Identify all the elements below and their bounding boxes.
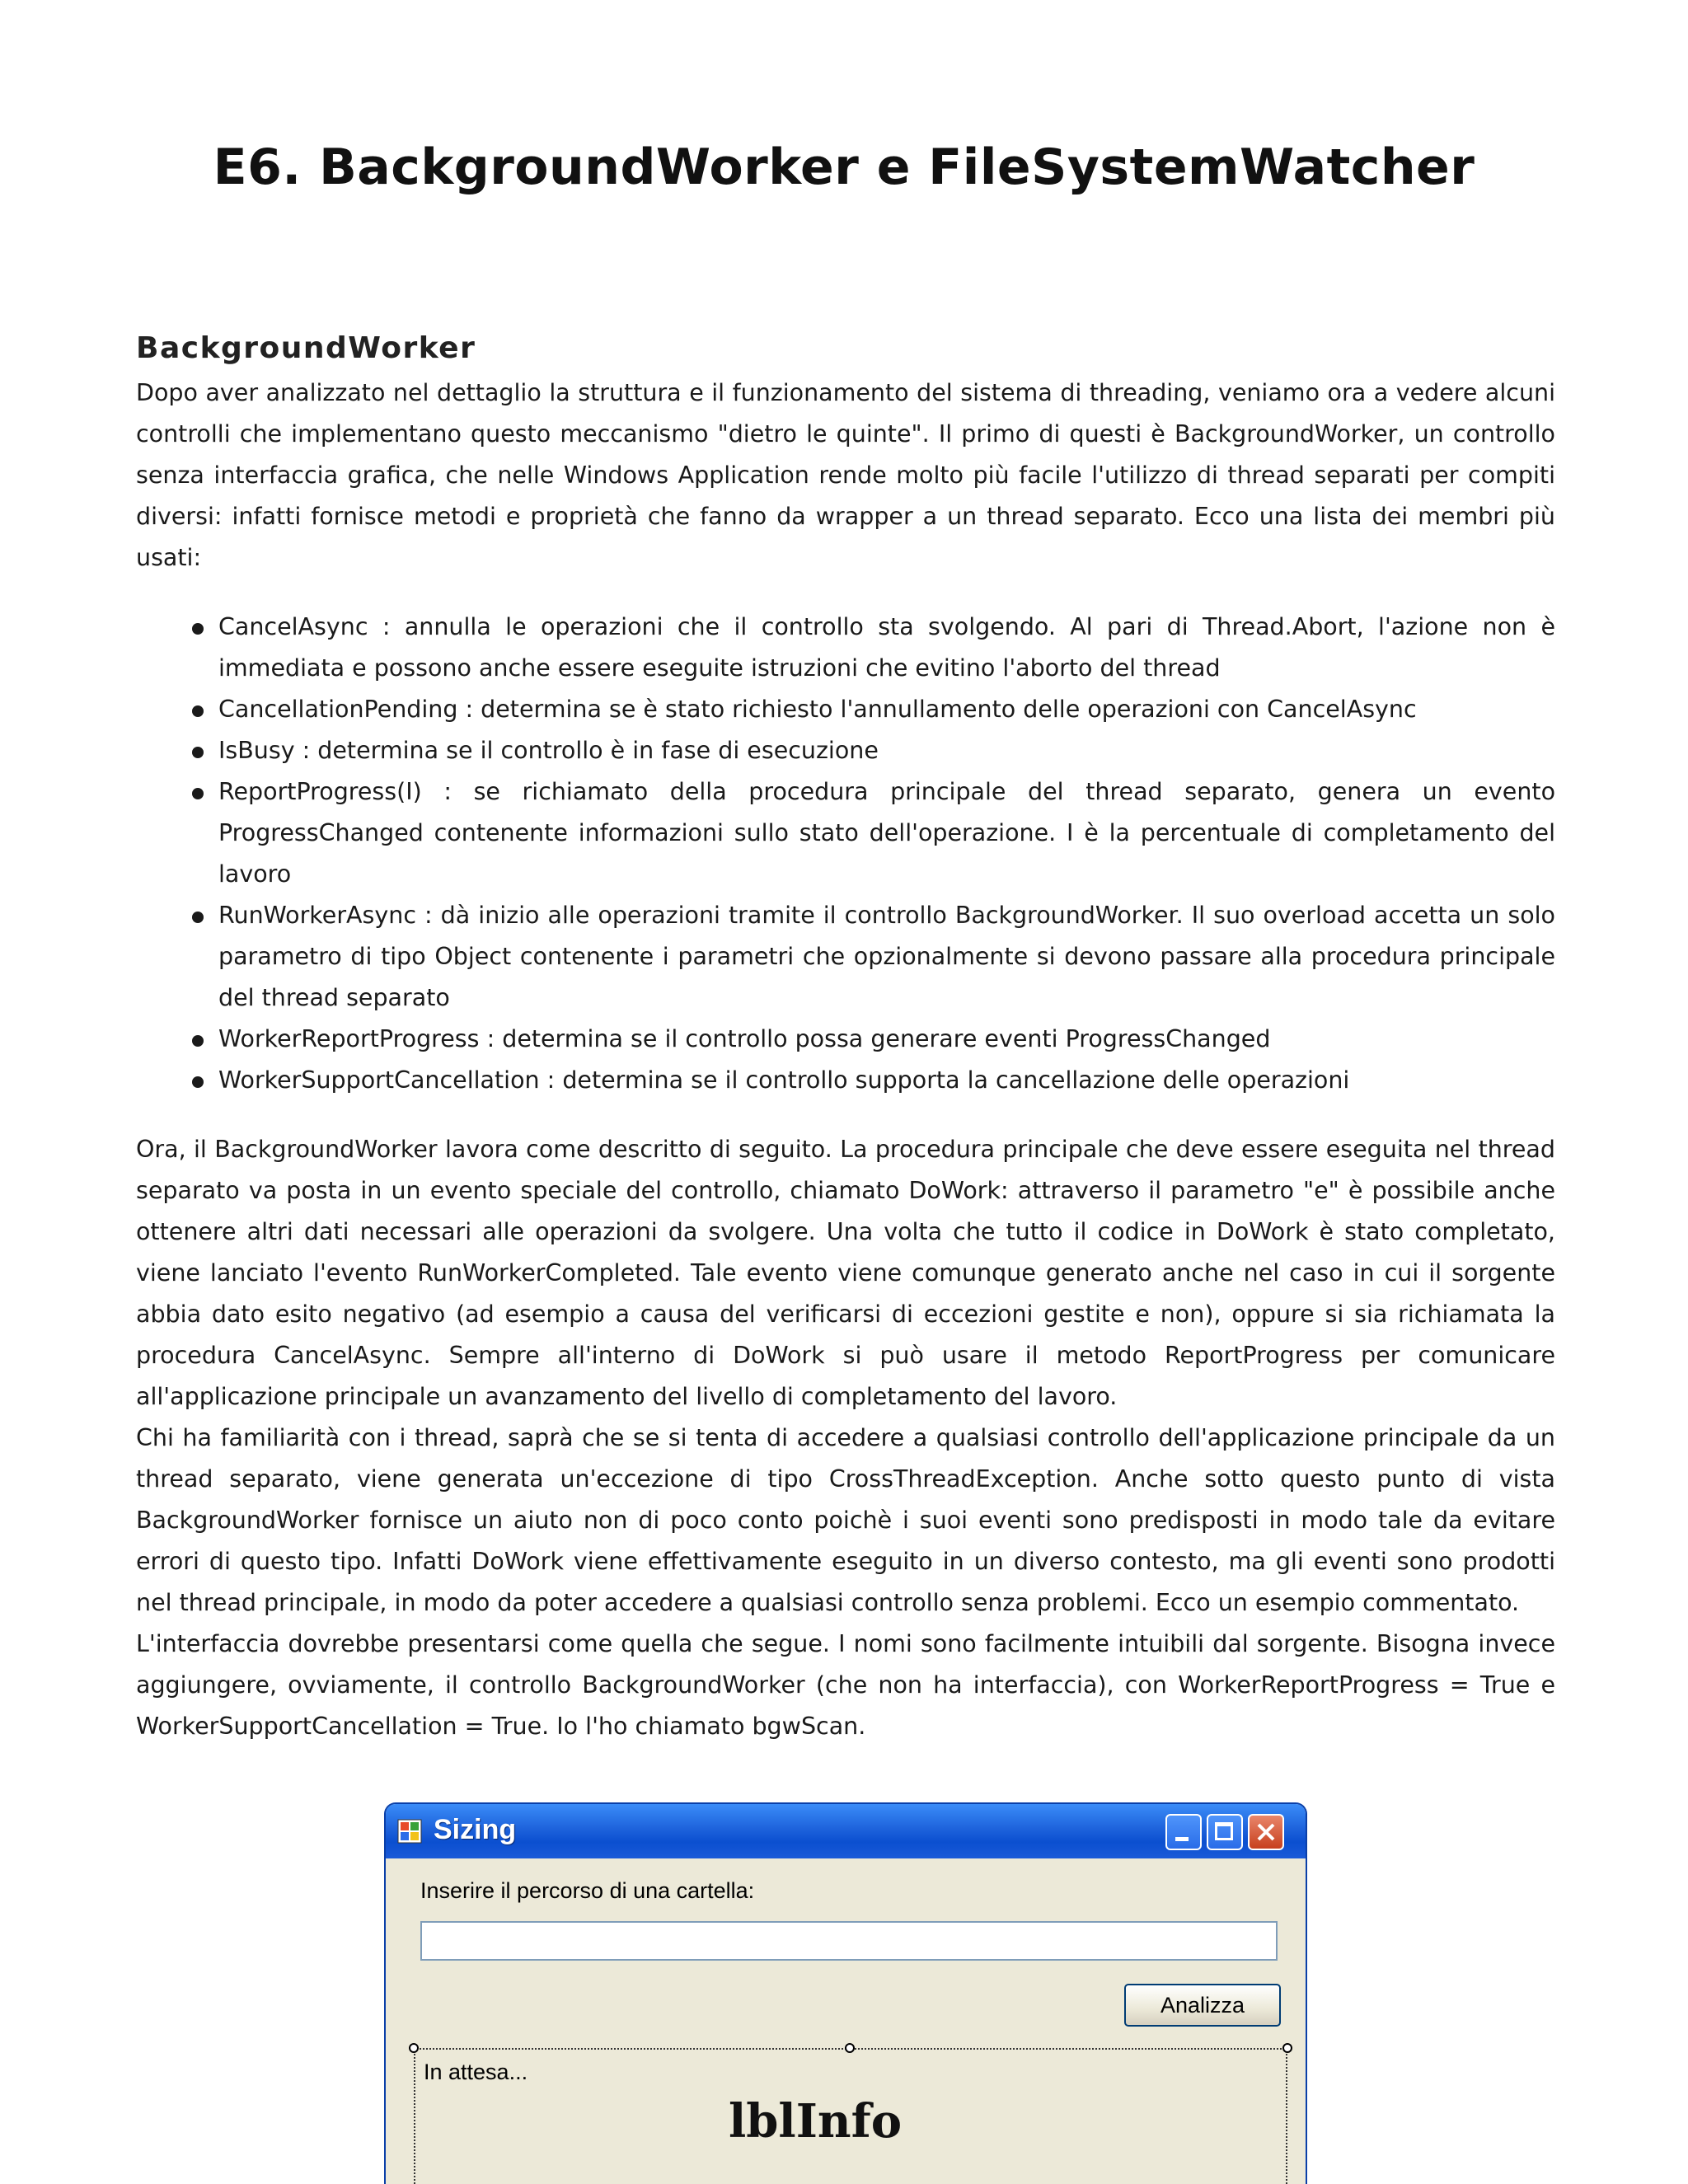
close-icon[interactable] [1248, 1814, 1284, 1850]
window-title: Sizing [434, 1814, 517, 1845]
sizing-window-screenshot [384, 1802, 1307, 2184]
path-label: Inserire il percorso di una cartella: [420, 1878, 755, 1903]
paragraph-threads: Chi ha familiarità con i thread, saprà che se si tenta di accedere a qualsiasi controllo dell'applicazione principale da un thread separato, viene generata un'eccezione di tipo CrossThreadException. Anche sotto questo punto di vista BackgroundWorker fornisce un aiuto non di poco conto poichè i suoi eventi sono predisposti in modo tale da evitare errori di questo tipo. Infatti DoWork viene effettivamente eseguito in un diverso contesto, ma gli eventi sono prodotti nel thread principale, in modo da poter accedere a qualsiasi controllo senza problemi. Ecco un esempio commentato. [136, 1424, 1555, 1616]
bullet-icon [192, 788, 204, 799]
bullet-icon [192, 1035, 204, 1047]
members-list [136, 607, 1555, 1101]
bullet-icon [192, 1076, 204, 1088]
resize-handle[interactable] [1282, 2043, 1292, 2053]
paragraph-workflow: Ora, il BackgroundWorker lavora come descritto di seguito. La procedura principale che deve essere eseguita nel thread separato va posta in un evento speciale del controllo, chiamato DoWork: attraverso il parametro "e" è possibile anche ottenere altri dati necessari alle operazioni da svolgere. Una volta che tutto il codice in DoWork è stato completato, viene lanciato l'evento RunWorkerCompleted. Tale evento viene comunque generato anche nel caso in cui il sorgente abbia dato esito negativo (ad esempio a causa del verificarsi di eccezioni gestite e non), oppure si sia richiamata la procedura CancelAsync. Sempre all'interno di DoWork si può usare il metodo ReportProgress per comunicare all'applicazione principale un avanzamento del livello di completamento del lavoro. [136, 1136, 1555, 1410]
list-item-text: ReportProgress(I) : se richiamato della procedura principale del thread separato, genera un evento ProgressChanged contenente informazioni sullo stato dell'operazione. I è la percentuale di completamento del lavoro [218, 778, 1555, 888]
bullet-icon [192, 623, 204, 635]
app-icon [397, 1819, 422, 1844]
list-item [136, 1060, 1555, 1101]
list-item-text: IsBusy : determina se il controllo è in fase di esecuzione [218, 737, 879, 764]
intro-text: Dopo aver analizzato nel dettaglio la struttura e il funzionamento del sistema di threading, veniamo ora a vedere alcuni controlli che implementano questo meccanismo "dietro le quinte". Il primo di questi è BackgroundWorker, un controllo senza interfaccia grafica, che nelle Windows Application rende molto più facile l'utilizzo di thread separati per compiti diversi: infatti fornisce metodi e proprietà che fanno da wrapper a un thread separato. Ecco una lista dei membri più usati: [136, 379, 1555, 571]
list-item-text: CancelAsync : annulla le operazioni che il controllo sta svolgendo. Al pari di Thread.Abort, l'azione non è immediata e possono anche essere eseguite istruzioni che evitino l'aborto del thread [218, 613, 1555, 682]
list-item [136, 689, 1555, 730]
list-item [136, 730, 1555, 771]
list-item [136, 895, 1555, 1019]
section-heading: BackgroundWorker [136, 331, 476, 365]
bullet-icon [192, 747, 204, 758]
info-label: lblInfo [729, 2094, 903, 2149]
list-item-text: WorkerSupportCancellation : determina se il controllo supporta la cancellazione delle operazioni [218, 1066, 1350, 1094]
paragraph-interface: L'interfaccia dovrebbe presentarsi come quella che segue. I nomi sono facilmente intuibili dal sorgente. Bisogna invece aggiungere, ovviamente, il controllo BackgroundWorker (che non ha interfaccia), con WorkerReportProgress = True e WorkerSupportCancellation = True. Io l'ho chiamato bgwScan. [136, 1630, 1555, 1740]
bullet-icon [192, 705, 204, 717]
analyze-button[interactable]: Analizza [1124, 1984, 1281, 2027]
list-item [136, 771, 1555, 895]
page-title: E6. BackgroundWorker e FileSystemWatcher [213, 138, 1475, 196]
resize-handle[interactable] [845, 2043, 855, 2053]
bullet-icon [192, 912, 204, 923]
maximize-icon[interactable] [1207, 1814, 1243, 1850]
intro-paragraph [136, 373, 1555, 579]
list-item-text: RunWorkerAsync : dà inizio alle operazioni tramite il controllo BackgroundWorker. Il suo overload accetta un solo parametro di tipo Object contenente i parametri che opzionalmente si devono passare alla procedura principale del thread separato [218, 902, 1555, 1011]
list-item-text: WorkerReportProgress : determina se il controllo possa generare eventi ProgressChanged [218, 1025, 1271, 1052]
wait-label: In attesa... [424, 2060, 528, 2084]
body-text [136, 1129, 1555, 1747]
path-input[interactable] [420, 1921, 1278, 1961]
resize-handle[interactable] [409, 2043, 419, 2053]
window-client-area [391, 1858, 1301, 2184]
list-item [136, 1019, 1555, 1060]
window-titlebar[interactable] [386, 1804, 1306, 1858]
list-item-text: CancellationPending : determina se è stato richiesto l'annullamento delle operazioni con CancelAsync [218, 696, 1417, 723]
list-item [136, 607, 1555, 689]
minimize-icon[interactable] [1165, 1814, 1202, 1850]
